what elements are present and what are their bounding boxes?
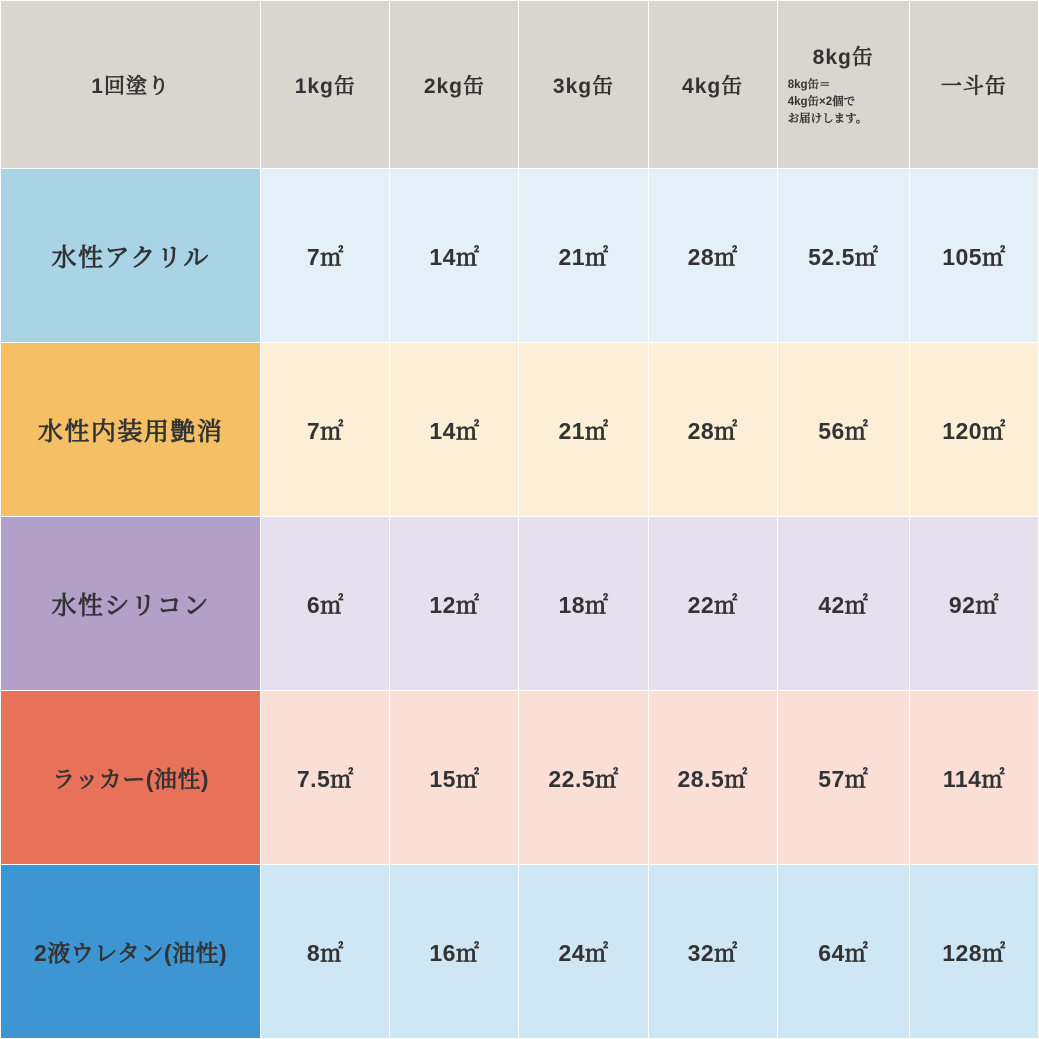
header-col-2kg-title: 2kg缶 <box>423 74 485 98</box>
table-row <box>1 169 1039 343</box>
header-col-itto-title: 一斗缶 <box>940 74 1007 98</box>
cell-urethane-itto: 128㎡ <box>909 865 1038 1039</box>
table-row <box>1 865 1039 1039</box>
row-label-interior-matte: 水性内装用艶消 <box>1 343 261 517</box>
header-col-8kg-title: 8kg缶 <box>812 46 874 70</box>
cell-urethane-2kg: 16㎡ <box>390 865 519 1039</box>
header-col-1kg-title: 1kg缶 <box>294 74 356 98</box>
table-row <box>1 691 1039 865</box>
cell-interior-matte-2kg: 14㎡ <box>390 343 519 517</box>
cell-silicone-1kg: 6㎡ <box>261 517 390 691</box>
header-col-2kg <box>390 1 519 169</box>
header-col-8kg <box>777 1 909 169</box>
cell-lacquer-itto: 114㎡ <box>909 691 1038 865</box>
cell-acrylic-itto: 105㎡ <box>909 169 1038 343</box>
row-label-acrylic: 水性アクリル <box>1 169 261 343</box>
cell-acrylic-4kg: 28㎡ <box>648 169 777 343</box>
cell-interior-matte-4kg: 28㎡ <box>648 343 777 517</box>
table-row <box>1 517 1039 691</box>
table-body <box>1 169 1039 1039</box>
table-header <box>1 1 1039 169</box>
cell-acrylic-2kg: 14㎡ <box>390 169 519 343</box>
cell-acrylic-8kg: 52.5㎡ <box>777 169 909 343</box>
cell-lacquer-1kg: 7.5㎡ <box>261 691 390 865</box>
row-label-urethane: 2液ウレタン(油性) <box>1 865 261 1039</box>
cell-lacquer-2kg: 15㎡ <box>390 691 519 865</box>
table-row <box>1 343 1039 517</box>
cell-silicone-3kg: 18㎡ <box>519 517 648 691</box>
cell-lacquer-4kg: 28.5㎡ <box>648 691 777 865</box>
header-col-8kg-note: 8kg缶＝ 4kg缶×2個で お届けします。 <box>787 79 868 125</box>
cell-lacquer-3kg: 22.5㎡ <box>519 691 648 865</box>
header-col-3kg-title: 3kg缶 <box>552 74 615 98</box>
cell-interior-matte-1kg: 7㎡ <box>261 343 390 517</box>
cell-interior-matte-itto: 120㎡ <box>909 343 1038 517</box>
cell-interior-matte-8kg: 56㎡ <box>777 343 909 517</box>
header-col-4kg-title: 4kg缶 <box>682 74 744 98</box>
header-col-1kg <box>261 1 390 169</box>
cell-urethane-3kg: 24㎡ <box>519 865 648 1039</box>
cell-silicone-itto: 92㎡ <box>909 517 1038 691</box>
cell-acrylic-1kg: 7㎡ <box>261 169 390 343</box>
cell-silicone-8kg: 42㎡ <box>777 517 909 691</box>
header-col-4kg <box>648 1 777 169</box>
header-label-coat-count: 1回塗り <box>1 1 261 169</box>
cell-silicone-4kg: 22㎡ <box>648 517 777 691</box>
cell-lacquer-8kg: 57㎡ <box>777 691 909 865</box>
cell-silicone-2kg: 12㎡ <box>390 517 519 691</box>
cell-urethane-8kg: 64㎡ <box>777 865 909 1039</box>
cell-urethane-1kg: 8㎡ <box>261 865 390 1039</box>
header-col-3kg <box>519 1 648 169</box>
row-label-lacquer: ラッカー(油性) <box>1 691 261 865</box>
cell-interior-matte-3kg: 21㎡ <box>519 343 648 517</box>
header-col-itto <box>909 1 1038 169</box>
cell-acrylic-3kg: 21㎡ <box>519 169 648 343</box>
cell-urethane-4kg: 32㎡ <box>648 865 777 1039</box>
header-row <box>1 1 1039 169</box>
row-label-silicone: 水性シリコン <box>1 517 261 691</box>
